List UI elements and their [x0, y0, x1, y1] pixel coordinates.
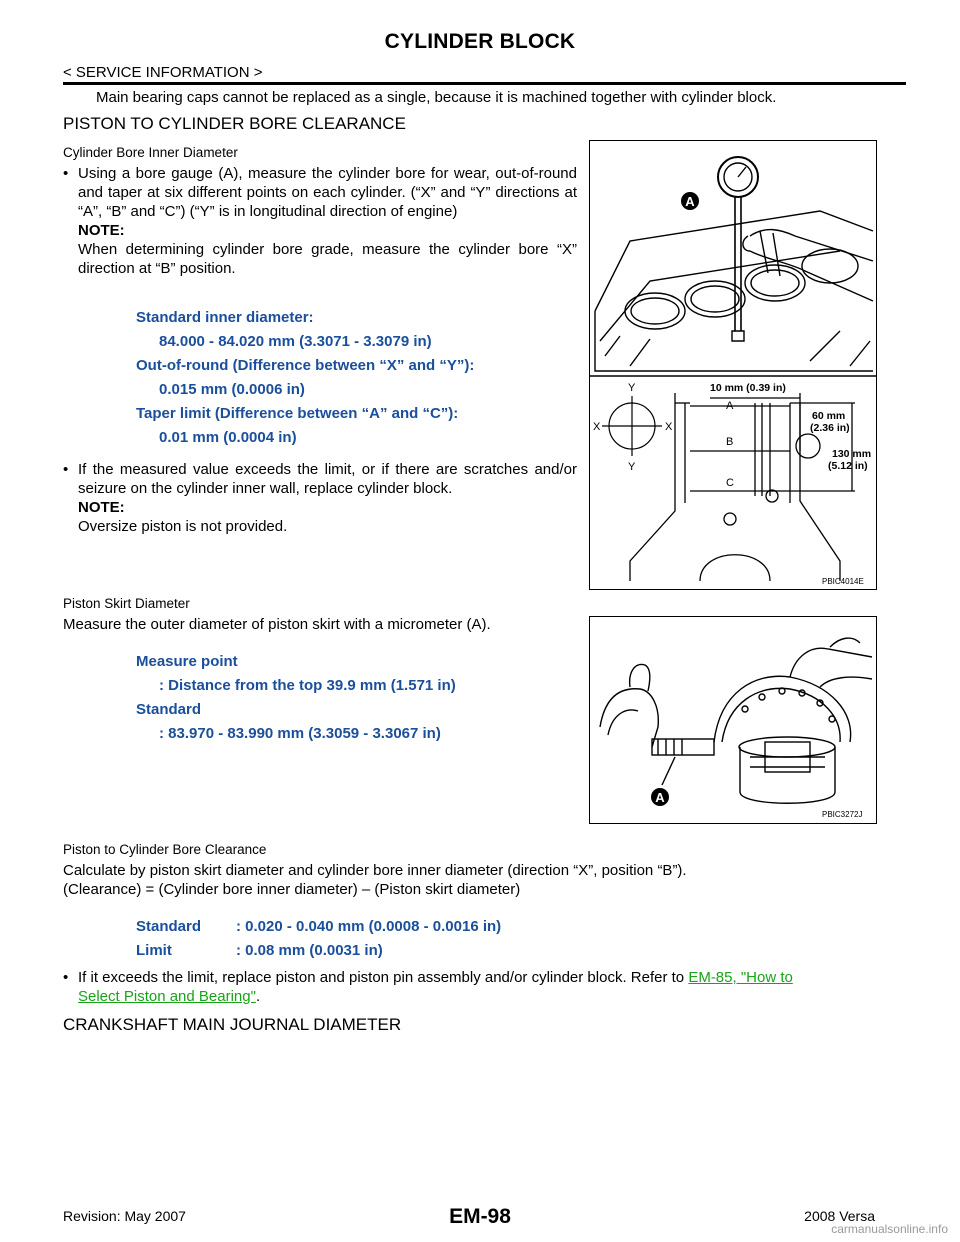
bullet-refer-selection [63, 968, 878, 1006]
link-em-85[interactable]: EM-85, "How to [688, 969, 793, 986]
figure-bore-gauge [589, 140, 877, 590]
figure-micrometer [589, 616, 877, 824]
bullet-dot: • [63, 461, 69, 478]
section-heading-crankshaft: CRANKSHAFT MAIN JOURNAL DIAMETER [63, 1015, 402, 1034]
figure-code: PBIC4014E [822, 577, 864, 586]
spec-label-measure-point: Measure point [136, 653, 238, 670]
bullet-refer-period: . [255, 988, 261, 1005]
subheading-bore-inner-diameter: Cylinder Bore Inner Diameter [63, 145, 238, 160]
bullet-bore-gauge [63, 164, 577, 278]
link-em-85-cont[interactable]: Select Piston and Bearing" [78, 988, 256, 1005]
label-x-right: X [665, 421, 673, 433]
pos-b: B [726, 436, 734, 448]
bullet-dot: • [63, 165, 69, 182]
note-oversize: Oversize piston is not provided. [78, 518, 288, 535]
spec-value-limit: : 0.08 mm (0.0031 in) [236, 942, 383, 959]
header-rule [63, 82, 906, 85]
spec-value-out-of-round: 0.015 mm (0.0006 in) [159, 381, 305, 398]
piston-skirt-text: Measure the outer diameter of piston skirt with a micrometer (A). [63, 616, 491, 633]
footer-model: 2008 Versa [804, 1208, 875, 1224]
spec-label-standard-clearance: Standard [136, 918, 202, 935]
spec-block-bore [136, 306, 474, 450]
bore-gauge-illustration [590, 141, 876, 589]
page-title: CYLINDER BLOCK [384, 30, 576, 53]
spec-label-taper-limit: Taper limit (Difference between “A” and “C”): [136, 405, 459, 422]
spec-label-standard-inner: Standard inner diameter: [136, 309, 314, 326]
dim-130mm-in: (5.12 in) [828, 460, 868, 472]
spec-block-skirt [136, 650, 456, 746]
figure-code: PBIC3272J [822, 810, 863, 819]
clearance-line-2: (Clearance) = (Cylinder bore inner diameter) – (Piston skirt diameter) [63, 881, 521, 898]
clearance-line-1: Calculate by piston skirt diameter and cylinder bore inner diameter (direction “X”, position “B”). [63, 862, 687, 879]
spec-value-standard-clearance: : 0.020 - 0.040 mm (0.0008 - 0.0016 in) [236, 918, 502, 935]
bullet-refer-text: If it exceeds the limit, replace piston and piston pin assembly and/or cylinder block. Refer to [78, 969, 689, 986]
page-number: EM-98 [449, 1205, 511, 1228]
label-a-text: A [655, 790, 665, 805]
dim-10mm: 10 mm (0.39 in) [710, 382, 786, 394]
label-a-text: A [685, 194, 695, 209]
bullet-replace-block-text: If the measured value exceeds the limit, or if there are scratches and/or seizure on the cylinder inner wall, replace cylinder block. [78, 461, 577, 497]
spec-value-standard-inner: 84.000 - 84.020 mm (3.3071 - 3.3079 in) [159, 333, 432, 350]
dim-60mm: 60 mm [812, 410, 846, 422]
spec-label-standard: Standard [136, 701, 202, 718]
micrometer-illustration [590, 617, 876, 823]
pos-a: A [726, 400, 734, 412]
bullet-replace-block [63, 460, 577, 536]
pos-c: C [726, 477, 734, 489]
label-y-top: Y [628, 382, 636, 394]
subheading-piston-skirt: Piston Skirt Diameter [63, 596, 190, 611]
bullet-dot: • [63, 969, 69, 986]
bullet-bore-gauge-text: Using a bore gauge (A), measure the cylinder bore for wear, out-of-round and taper at six different points on each cylinder. (“X” and “Y” directions at “A”, “B” and “C”) (“Y” is in longitudinal direction of engine) [78, 165, 577, 220]
footer-revision: Revision: May 2007 [63, 1208, 186, 1224]
subheading-bore-clearance: Piston to Cylinder Bore Clearance [63, 842, 267, 857]
watermark: carmanualsonline.info [831, 1222, 948, 1236]
dim-60mm-in: (2.36 in) [810, 422, 850, 434]
note-label: NOTE: [78, 499, 125, 516]
section-breadcrumb: < SERVICE INFORMATION > [63, 64, 263, 81]
section-heading-bore-clearance: PISTON TO CYLINDER BORE CLEARANCE [63, 114, 406, 133]
spec-label-out-of-round: Out-of-round (Difference between “X” and “Y”): [136, 357, 475, 374]
dim-130mm: 130 mm [832, 448, 872, 460]
spec-label-limit: Limit [136, 942, 172, 959]
spec-value-measure-point: : Distance from the top 39.9 mm (1.571 in) [159, 677, 456, 694]
note-label: NOTE: [78, 222, 125, 239]
intro-text: Main bearing caps cannot be replaced as a single, because it is machined together with cylinder block. [96, 89, 777, 106]
note-bore-grade: When determining cylinder bore grade, measure the cylinder bore “X” direction at “B” position. [78, 241, 577, 277]
spec-value-taper-limit: 0.01 mm (0.0004 in) [159, 429, 297, 446]
label-y-bottom: Y [628, 461, 636, 473]
spec-value-standard: : 83.970 - 83.990 mm (3.3059 - 3.3067 in) [159, 725, 441, 742]
label-x-left: X [593, 421, 601, 433]
